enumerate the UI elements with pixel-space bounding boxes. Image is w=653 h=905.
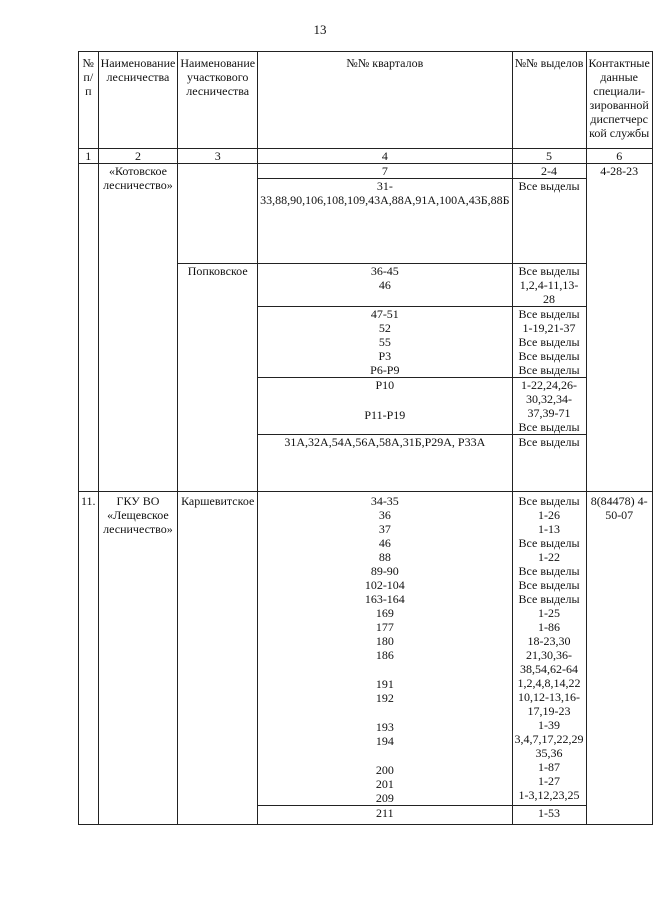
contact-value: 4-28-23 (600, 164, 639, 178)
col-number: 4 (258, 149, 512, 164)
plots-value: 1-22 (538, 550, 561, 564)
forestry-name: ГКУ ВО «Лещевское лесничество» (98, 492, 178, 825)
plots-cell (512, 435, 586, 492)
quarters-value: 46 (378, 536, 391, 550)
quarters-value: 209 (375, 791, 394, 805)
quarters-value: 180 (375, 634, 394, 648)
forestry-name: «Котовское лесничество» (98, 164, 178, 492)
header-quarters: №№ кварталов (258, 52, 512, 149)
plots-value: 1-25 (538, 606, 561, 620)
contact-cell (586, 164, 652, 492)
quarters-value: 55 (378, 335, 391, 349)
quarters-cell (258, 492, 512, 806)
plots-value: Все выделы (518, 349, 580, 363)
local-forestry-name: Попковское (178, 264, 258, 492)
header-contacts: Контактные данные специали-зированной диспетчерс кой службы (586, 52, 652, 149)
quarters-value: 36 (378, 508, 391, 522)
quarters-value: 191 (375, 677, 394, 691)
quarters-value: 88 (378, 550, 391, 564)
column-number-row (79, 149, 653, 164)
quarters-value: 194 (375, 734, 394, 748)
forestry-table (78, 51, 653, 825)
plots-value: Все выделы (518, 592, 580, 606)
quarters-value: 37 (378, 522, 391, 536)
quarters-value: 169 (375, 606, 394, 620)
header-number: № п/п (79, 52, 99, 149)
plots-value: Все выделы (518, 435, 580, 449)
plots-cell (512, 307, 586, 378)
plots-value: Все выделы (518, 564, 580, 578)
row-number-cell (79, 164, 99, 492)
quarters-value: 193 (375, 720, 394, 734)
plots-value: Все выделы (518, 494, 580, 508)
quarters-value: 7 (381, 164, 388, 178)
quarters-cell (258, 164, 512, 179)
plots-cell (512, 179, 586, 264)
quarters-cell (258, 264, 512, 307)
plots-value: 1-13 (538, 522, 561, 536)
plots-cell (512, 164, 586, 179)
page-number: 13 (313, 22, 327, 37)
quarters-value: 192 (375, 691, 394, 705)
table-row (79, 164, 653, 179)
quarters-value: 31А,32А,54А,56А,58А,31Б,Р29А, Р33А (284, 435, 486, 449)
plots-value: 1-53 (538, 806, 561, 820)
table-row (79, 492, 653, 806)
quarters-value: 201 (375, 777, 394, 791)
quarters-value: 102-104 (364, 578, 405, 592)
plots-cell (512, 806, 586, 825)
quarters-value: 186 (375, 648, 394, 662)
plots-cell (512, 492, 586, 806)
quarters-value: 47-51 (370, 307, 399, 321)
quarters-value: Р6-Р9 (370, 363, 400, 377)
quarters-value: 163-164 (364, 592, 405, 606)
plots-value: Все выделы (518, 307, 580, 321)
contact-cell: 8(84478) 4-50-07 (586, 492, 652, 825)
col-number: 1 (79, 149, 99, 164)
plots-value: 1-27 (538, 774, 561, 788)
quarters-value: 34-35 (370, 494, 399, 508)
quarters-value: 52 (378, 321, 391, 335)
plots-value: 1-87 (538, 760, 561, 774)
header-plots: №№ выделов (512, 52, 586, 149)
header-local-forestry: Наименование участкового лесничества (178, 52, 258, 149)
col-number: 5 (512, 149, 586, 164)
plots-value: 1,2,4,8,14,22 (517, 676, 581, 690)
quarters-value: Р3 (378, 349, 392, 363)
plots-value: Все выделы (518, 363, 580, 377)
plots-value: 10,12-13,16-17,19-23 (518, 690, 581, 718)
quarters-value: 177 (375, 620, 394, 634)
quarters-value: 36-45 (370, 264, 399, 278)
row-number: 11. (79, 492, 99, 825)
plots-value: Все выделы (518, 578, 580, 592)
quarters-value: 89-90 (370, 564, 399, 578)
plots-value: Все выделы (518, 335, 580, 349)
quarters-value: Р10 (375, 378, 395, 392)
plots-cell (512, 264, 586, 307)
plots-cell (512, 378, 586, 435)
plots-value: 21,30,36-38,54,62-64 (520, 648, 579, 676)
quarters-cell (258, 179, 512, 264)
plots-value: Все выделы (518, 420, 580, 434)
table-header-row (79, 52, 653, 149)
plots-value: 18-23,30 (527, 634, 571, 648)
plots-value: 1-26 (538, 508, 561, 522)
col-number: 3 (178, 149, 258, 164)
col-number: 6 (586, 149, 652, 164)
quarters-cell (258, 435, 512, 492)
quarters-value: 46 (378, 278, 391, 292)
plots-value: 1-3,12,23,25 (518, 788, 580, 802)
header-forestry: Наименование лесничества (98, 52, 178, 149)
plots-value: Все выделы (518, 264, 580, 278)
plots-value: 2-4 (541, 164, 558, 178)
plots-value: 1-19,21-37 (522, 321, 576, 335)
plots-value: 1-86 (538, 620, 561, 634)
quarters-cell (258, 806, 512, 825)
quarters-cell (258, 378, 512, 435)
plots-value: 3,4,7,17,22,29 35,36 (514, 732, 584, 760)
plots-value: 1-22,24,26-30,32,34-37,39-71 (521, 378, 578, 420)
plots-value: 1-39 (538, 718, 561, 732)
plots-value: 1,2,4-11,13-28 (519, 278, 579, 306)
quarters-value: Р11-Р19 (364, 408, 406, 422)
quarters-cell (258, 307, 512, 378)
local-forestry-name: Каршевитское (178, 492, 258, 825)
plots-value: Все выделы (518, 536, 580, 550)
plots-value: Все выделы (518, 179, 580, 193)
quarters-value: 31-33,88,90,106,108,109,43А,88А,91А,100А,43Б,88Б (260, 179, 510, 207)
col-number: 2 (98, 149, 178, 164)
quarters-value: 200 (375, 763, 394, 777)
quarters-value: 211 (376, 806, 394, 820)
local-forestry-empty (178, 164, 258, 264)
